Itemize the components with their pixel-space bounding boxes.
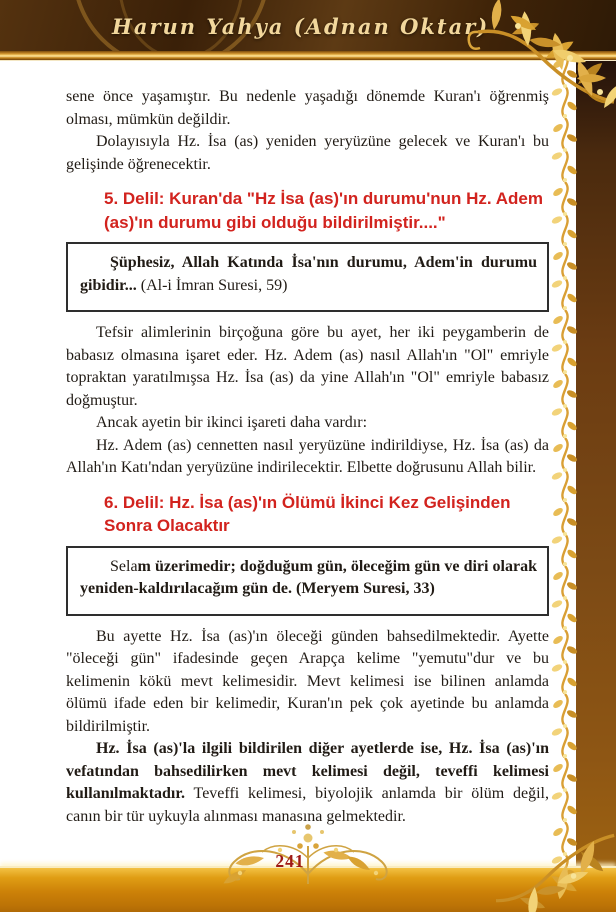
paragraph: Dolayısıyla Hz. İsa (as) yeniden yeryüzüne gelecek ve Kuran'ı bu gelişinde öğrenecektir.	[66, 133, 549, 173]
paragraph	[66, 738, 549, 828]
paragraph: Tefsir alimlerinin birçoğuna göre bu ayet, her iki peygamberin de babasız olmasına işaret eder. Hz. Adem (as) nasıl Allah'ın "Ol" emriyle topraktan yaratılmışsa Hz. İsa (as) da yine Allah'ın "Ol" emriyle babasız doğmuştur.	[66, 324, 549, 409]
paragraph: Hz. Adem (as) cennetten nasıl yeryüzüne indirildiyse, Hz. İsa (as) da Allah'ın Katı'ndan yeryüzüne indirilecektir. Elbette doğrusunu Allah bilir.	[66, 436, 549, 476]
quote-text	[80, 556, 537, 601]
quote-verse: Şüphesiz, Allah Katında İsa'nın durumu, Adem'in durumu gibidir...	[80, 254, 537, 294]
quote-verse: m üzerimedir; doğduğum gün, öleceğim gün ve diri olarak yeniden-kaldırılacağım gün de. (Meryem Suresi, 33)	[80, 557, 537, 597]
section-heading-6: 6. Delil: Hz. İsa (as)'ın Ölümü İkinci Kez Gelişinden Sonra Olacaktır	[104, 492, 511, 535]
gold-vine-border-ornament	[551, 54, 579, 888]
gold-foliage-corner-ornament	[466, 0, 616, 122]
body-text	[66, 86, 549, 828]
quote-lead: Sela	[110, 557, 138, 575]
running-header-title: Harun Yahya (Adnan Oktar)	[112, 14, 490, 39]
section-heading-5: 5. Delil: Kuran'da "Hz İsa (as)'ın durumu'nun Hz. Adem (as)'ın durumu gibi olduğu bildirilmiştir...."	[104, 189, 543, 232]
page-number: 241	[275, 851, 305, 871]
paragraph-rest: Teveffi kelimesi, biyolojik anlamda bir ölüm değil, canın bir tür uykuyla alınması manasına gelmektedir.	[66, 785, 549, 825]
quote-reference: (Al-i İmran Suresi, 59)	[136, 276, 288, 294]
quote-text	[80, 252, 537, 297]
paragraph: Bu ayette Hz. İsa (as)'ın öleceği günden bahsedilmektedir. Ayette "öleceği gün" ifadesinde geçen Arapça kelime "yemutu"dur ve bu kelimenin kökü mevt kelimesidir. Mevt kelimesi ise bilinen anlamda ölümü ifade eden bir kelimedir, Kuran'ın pek çok ayetinde bu anlamda bildirilmiştir.	[66, 627, 549, 735]
paragraph-bold-lead: Hz. İsa (as)'la ilgili bildirilen diğer ayetlerde ise, Hz. İsa (as)'ın vefatından bahsedilirken mevt kelimesi değil, teveffi kelimesi kullanılmaktadır.	[66, 740, 549, 802]
quran-quote-box	[66, 242, 549, 312]
quran-quote-box	[66, 546, 549, 616]
right-border-panel	[576, 52, 616, 912]
paragraph: Ancak ayetin bir ikinci işareti daha vardır:	[96, 414, 368, 431]
paragraph: sene önce yaşamıştır. Bu nedenle yaşadığı dönemde Kuran'ı öğrenmiş olması, mümkün değildir.	[66, 88, 549, 128]
